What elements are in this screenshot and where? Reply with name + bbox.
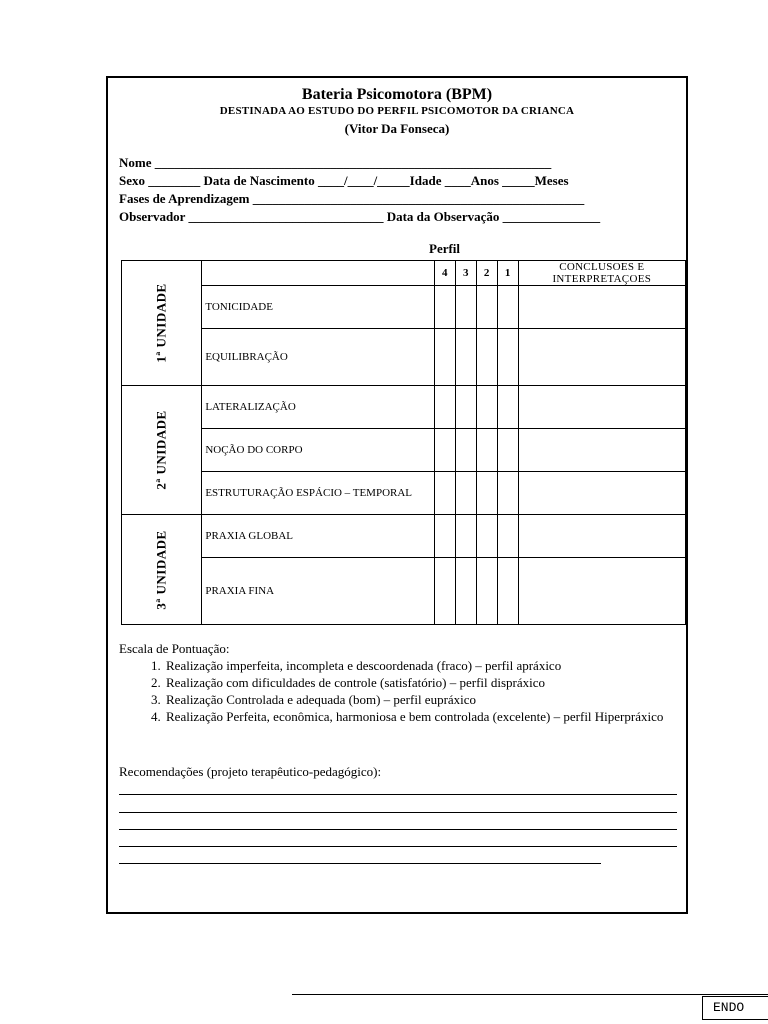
fases-field[interactable]: Fases de Aprendizagem ___________________________________________________ xyxy=(119,191,585,206)
score-cell[interactable] xyxy=(476,558,497,625)
form-subtitle: DESTINADA AO ESTUDO DO PERFIL PSICOMOTOR DA CRIANCA xyxy=(219,105,575,117)
score-header-1: 1 xyxy=(497,261,518,286)
score-header-2: 2 xyxy=(476,261,497,286)
score-cell[interactable] xyxy=(434,329,455,386)
conclusion-cell[interactable] xyxy=(518,286,685,329)
item-estruturacao: ESTRUTURAÇÃO ESPÁCIO – TEMPORAL xyxy=(202,472,434,515)
score-cell[interactable] xyxy=(497,329,518,386)
item-tonicidade: TONICIDADE xyxy=(202,286,434,329)
score-cell[interactable] xyxy=(455,429,476,472)
assessment-form xyxy=(106,76,688,914)
item-praxia-global: PRAXIA GLOBAL xyxy=(202,515,434,558)
conclusion-cell[interactable] xyxy=(518,515,685,558)
scale-item: 1. Realização imperfeita, incompleta e descoordenada (fraco) – perfil apráxico xyxy=(164,657,666,674)
conclusion-cell[interactable] xyxy=(518,429,685,472)
form-author: (Vitor Da Fonseca) xyxy=(344,121,450,136)
recommendation-line[interactable] xyxy=(119,812,677,813)
score-cell[interactable] xyxy=(455,558,476,625)
score-cell[interactable] xyxy=(455,329,476,386)
score-cell[interactable] xyxy=(476,286,497,329)
scale-title: Escala de Pontuação: xyxy=(119,641,230,656)
score-cell[interactable] xyxy=(434,515,455,558)
score-cell[interactable] xyxy=(434,472,455,515)
score-cell[interactable] xyxy=(434,286,455,329)
score-header-3: 3 xyxy=(455,261,476,286)
score-cell[interactable] xyxy=(476,386,497,429)
recommendations-label: Recomendações (projeto terapêutico-pedagógico): xyxy=(119,764,382,779)
unit-1-label: 1ª UNIDADE xyxy=(122,261,202,386)
conclusions-header: CONCLUSOES E INTERPRETAÇOES xyxy=(518,261,685,286)
item-lateralizacao: LATERALIZAÇÃO xyxy=(202,386,434,429)
scale-item: 3. Realização Controlada e adequada (bom) – perfil eupráxico xyxy=(164,691,666,708)
nome-field[interactable]: Nome _____________________________________________________________ xyxy=(119,155,552,170)
scale-item: 4. Realização Perfeita, econômica, harmoniosa e bem controlada (excelente) – perfil Hiperpráxico xyxy=(164,708,666,725)
score-cell[interactable] xyxy=(455,286,476,329)
observador-field[interactable]: Observador ______________________________ Data da Observação _______________ xyxy=(119,209,601,224)
score-cell[interactable] xyxy=(476,472,497,515)
item-praxia-fina: PRAXIA FINA xyxy=(202,558,434,625)
recommendation-line[interactable] xyxy=(119,846,677,847)
unit-2-label: 2ª UNIDADE xyxy=(122,386,202,515)
recommendation-line[interactable] xyxy=(119,863,601,864)
score-cell[interactable] xyxy=(497,472,518,515)
form-title: Bateria Psicomotora (BPM) xyxy=(301,86,493,103)
score-cell[interactable] xyxy=(476,429,497,472)
item-nocao-do-corpo: NOÇÃO DO CORPO xyxy=(202,429,434,472)
conclusion-cell[interactable] xyxy=(518,472,685,515)
score-cell[interactable] xyxy=(497,429,518,472)
score-cell[interactable] xyxy=(455,515,476,558)
recommendation-line[interactable] xyxy=(119,829,677,830)
score-cell[interactable] xyxy=(497,515,518,558)
sexo-dob-field[interactable]: Sexo ________ Data de Nascimento ____/____/_____Idade ____Anos _____Meses xyxy=(119,173,569,188)
score-cell[interactable] xyxy=(497,558,518,625)
score-cell[interactable] xyxy=(476,515,497,558)
score-cell[interactable] xyxy=(497,286,518,329)
conclusion-cell[interactable] xyxy=(518,329,685,386)
profile-table xyxy=(121,260,686,625)
conclusion-cell[interactable] xyxy=(518,558,685,625)
score-cell[interactable] xyxy=(455,386,476,429)
score-header-4: 4 xyxy=(434,261,455,286)
score-cell[interactable] xyxy=(455,472,476,515)
recommendation-line[interactable] xyxy=(119,794,677,795)
score-cell[interactable] xyxy=(497,386,518,429)
score-cell[interactable] xyxy=(476,329,497,386)
conclusion-cell[interactable] xyxy=(518,386,685,429)
score-cell[interactable] xyxy=(434,386,455,429)
score-cell[interactable] xyxy=(434,429,455,472)
perfil-label: Perfil xyxy=(429,241,461,256)
score-cell[interactable] xyxy=(434,558,455,625)
item-equilibracao: EQUILIBRAÇÃO xyxy=(202,329,434,386)
scale-item: 2. Realização com dificuldades de controle (satisfatório) – perfil dispráxico xyxy=(164,674,666,691)
endo-button[interactable]: ENDO xyxy=(702,996,768,1020)
scale-list xyxy=(119,657,666,725)
footer-divider xyxy=(292,994,768,995)
unit-3-label: 3ª UNIDADE xyxy=(122,515,202,625)
scoring-scale xyxy=(119,640,666,725)
